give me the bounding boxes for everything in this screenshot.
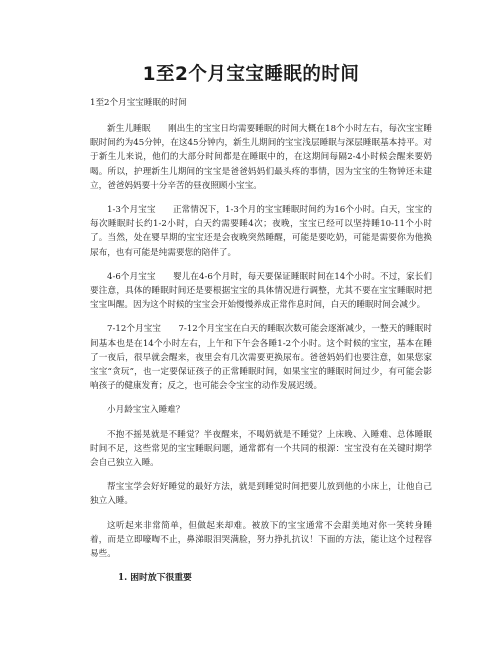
paragraph-method-intro: 这听起来非常简单，但做起来却难。被放下的宝宝通常不会甜美地对你一笑转身睡着，而是立即嚎啕不止，鼻涕眼泪哭满脸，努力挣扎抗议！下面的方法，能让这个过程容易些。: [90, 520, 432, 560]
paragraph-sleep-problems: 不抱不摇晃就是不睡觉？半夜醒来，不喝奶就是不睡觉？上床晚、入睡难、总体睡眠时间不足，这些常见的宝宝睡眠问题，通常都有一个共同的根源：宝宝没有在关键时期学会自己独立入睡。: [90, 429, 432, 469]
paragraph-4-6-months: 4-6个月宝宝 婴儿在4-6个月时，每天要保证睡眠时间在14个小时。不过，家长们要注意，具体的睡眠时间还是要根据宝宝的具体情况进行调整，尤其不要在宝宝睡眠时把宝宝叫醒。因为这个时候的宝宝会开始慢慢养成正常作息时间，白天的睡眠时间会减少。: [90, 271, 432, 311]
paragraph-sleep-difficulty-question: 小月龄宝宝入睡难？: [107, 405, 185, 416]
document-subtitle: 1至2个月宝宝睡眠的时间: [90, 98, 187, 108]
paragraph-best-method: 帮宝宝学会好好睡觉的最好方法，就是到睡觉时间把要儿放到他的小床上，让他自己独立入睡。: [90, 482, 432, 507]
paragraph-1-3-months: 1-3个月宝宝 正常情况下，1-3个月的宝宝睡眠时间约为16个小时。白天，宝宝的每次睡眠时长约1-2小时，白天约需要睡4次；夜晚，宝宝已经可以坚持睡10-11个小时了。当然，处在婴早期的宝宝还是会夜晚突然睡醒，可能是要吃奶，可能是需要你为他换尿布，也有可能是纯需要您的陪伴了。: [90, 205, 432, 258]
section-heading: 1. 困时放下很重要: [118, 573, 192, 584]
paragraph-7-12-months: 7-12个月宝宝 7-12个月宝宝在白天的睡眠次数可能会逐渐减少，一整天的睡眠时间基本也是在14个小时左右，上午和下午会各睡1-2个小时。这个时候的宝宝，基本在睡了一夜后，很早就会醒来，夜里会有几次需要更换尿布。爸爸妈妈们也要注意，如果您家宝宝“贪玩”，也一定要保证孩子的正常睡眠时间，如果宝宝的睡眠时间过少，有可能会影响孩子的健康发育；反之，也可能会令宝宝的动作发展迟缓。: [90, 324, 432, 392]
document-title: 1至2个月宝宝睡眠的时间: [142, 64, 360, 85]
paragraph-newborn-sleep: 新生儿睡眠 刚出生的宝宝日均需要睡眠的时间大概在18个小时左右，每次宝宝睡眠时间约为45分钟，在这45分钟内，新生儿期间的宝宝浅层睡眠与深层睡眠基本持平。对于新生儿来说，他们的大部分时间都是在睡眠中的，在这期间每隔2-4小时候会醒来要奶喝。所以，护理新生儿期间的宝宝是爸爸妈妈们最头疼的事情，因为宝宝的生物钟还未建立，爸爸妈妈要十分辛苦的昼夜照顾小宝宝。: [90, 124, 432, 191]
document-body: [90, 97, 432, 585]
